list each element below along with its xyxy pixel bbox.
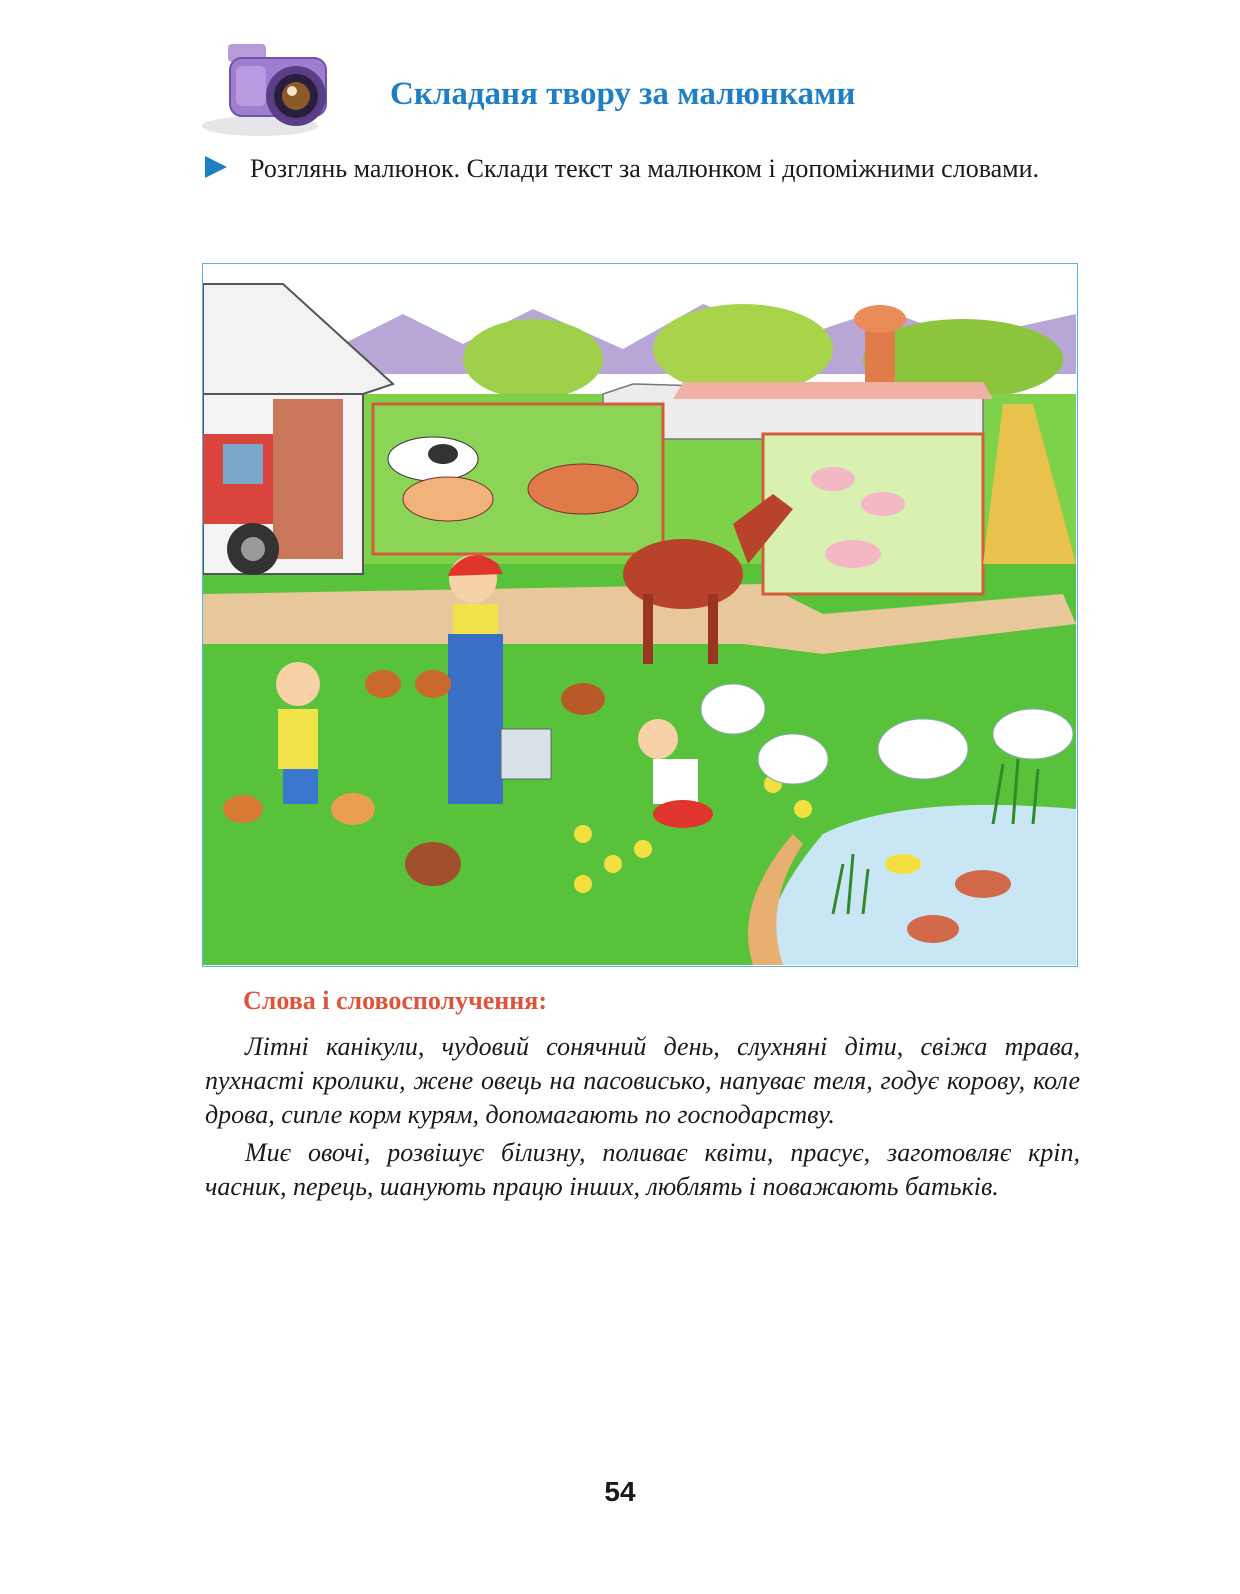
words-section-title: Слова і словосполучення: (243, 986, 547, 1015)
triangle-arrow-icon (205, 156, 227, 178)
page-number: 54 (604, 1476, 636, 1507)
task-text: Розглянь малюнок. Склади текст за малюнком і допоміжними словами. (250, 154, 1040, 183)
words-paragraph-2: Миє овочі, розвішує білизну, поливає квіти, прасує, заготовляє кріп, часник, перець, шанують працю інших, люблять і поважають батьків. (205, 1138, 1080, 1201)
page-title: Складаня твору за малюнками (390, 76, 856, 112)
farm-drawing (203, 264, 1076, 965)
farm-scene-illustration (202, 263, 1078, 967)
camera-icon (200, 36, 330, 141)
words-paragraph-1: Літні канікули, чудовий сонячний день, слухняні діти, свіжа трава, пухнасті кролики, жене овець на пасовисько, напуває теля, годує корову, коле дрова, сипле корм курям, допомагають по господарству. (205, 1032, 1080, 1129)
task-instruction (205, 152, 1085, 185)
page-header (200, 36, 1080, 146)
